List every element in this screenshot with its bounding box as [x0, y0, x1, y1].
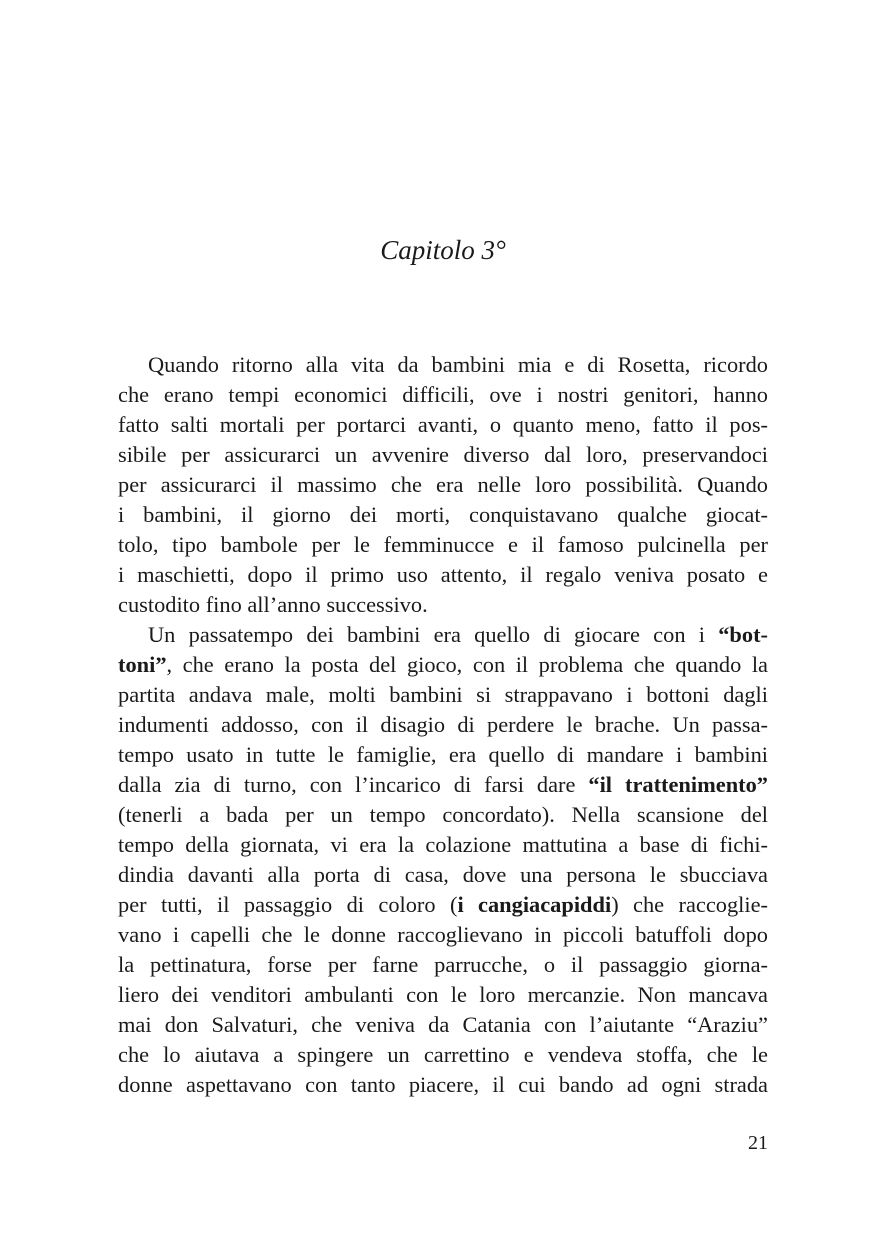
text-line [118, 590, 768, 620]
page-number: 21 [748, 1132, 768, 1154]
text-segment: mai don Salvaturi, che veniva da Catania con l’aiutante “Araziu” [118, 1012, 768, 1037]
text-line [118, 530, 768, 560]
text-line [118, 380, 768, 410]
text-segment: indumenti addosso, con il disagio di perdere le brache. Un passa- [118, 712, 768, 737]
text-segment: tolo, tipo bambole per le femminucce e il famoso pulcinella per [118, 532, 768, 557]
text-segment: sibile per assicurarci un avvenire diverso dal loro, preservandoci [118, 442, 768, 467]
text-line [118, 950, 768, 980]
text-line [118, 830, 768, 860]
text-segment: Un passatempo dei bambini era quello di giocare con i [148, 622, 719, 647]
text-segment: partita andava male, molti bambini si strappavano i bottoni dagli [118, 682, 768, 707]
text-segment: che erano tempi economici difficili, ove i nostri genitori, hanno [118, 382, 768, 407]
text-segment: i bambini, il giorno dei morti, conquistavano qualche giocat- [118, 502, 768, 527]
text-line [118, 1040, 768, 1070]
text-segment: ) che raccoglie- [611, 892, 768, 917]
text-segment: dindia davanti alla porta di casa, dove una persona le sbucciava [118, 862, 768, 887]
text-segment: tempo usato in tutte le famiglie, era quello di mandare i bambini [118, 742, 768, 767]
text-segment: per tutti, il passaggio di coloro ( [118, 892, 458, 917]
text-line [118, 1010, 768, 1040]
text-segment: dalla zia di turno, con l’incarico di farsi dare [118, 772, 589, 797]
text-segment: liero dei venditori ambulanti con le loro mercanzie. Non mancava [118, 982, 768, 1007]
text-segment: custodito fino all’anno successivo. [118, 592, 428, 617]
text-line [118, 890, 768, 920]
text-segment: la pettinatura, forse per farne parrucche, o il passaggio giorna- [118, 952, 768, 977]
text-line [118, 800, 768, 830]
text-segment: , che erano la posta del gioco, con il problema che quando la [166, 652, 768, 677]
text-line [118, 650, 768, 680]
text-segment: che lo aiutava a spingere un carrettino e vendeva stoffa, che le [118, 1042, 768, 1067]
text-line [118, 470, 768, 500]
text-segment: vano i capelli che le donne raccoglievano in piccoli batuffoli dopo [118, 922, 768, 947]
text-line [118, 1070, 768, 1100]
text-segment: Quando ritorno alla vita da bambini mia e di Rosetta, ricordo [148, 352, 768, 377]
text-line [118, 440, 768, 470]
text-segment: (tenerli a bada per un tempo concordato). Nella scansione del [118, 802, 768, 827]
chapter-title: Capitolo 3° [380, 235, 506, 265]
text-segment: fatto salti mortali per portarci avanti, o quanto meno, fatto il pos- [118, 412, 768, 437]
text-line [118, 680, 768, 710]
text-segment: per assicurarci il massimo che era nelle loro possibilità. Quando [118, 472, 768, 497]
text-line [118, 710, 768, 740]
text-line [118, 350, 768, 380]
text-segment: tempo della giornata, vi era la colazione mattutina a base di fichi- [118, 832, 768, 857]
text-segment: i maschietti, dopo il primo uso attento, il regalo veniva posato e [118, 562, 768, 587]
bold-text-segment: “il trattenimento” [588, 772, 768, 797]
text-line [118, 740, 768, 770]
text-segment: donne aspettavano con tanto piacere, il cui bando ad ogni strada [118, 1072, 768, 1097]
body-text [118, 350, 768, 1100]
text-line [118, 980, 768, 1010]
bold-text-segment: “bot- [718, 622, 768, 647]
text-line [118, 560, 768, 590]
text-line [118, 770, 768, 800]
text-line [118, 410, 768, 440]
bold-text-segment: toni” [118, 652, 167, 677]
text-line [118, 500, 768, 530]
text-line [118, 620, 768, 650]
text-line [118, 920, 768, 950]
text-line [118, 860, 768, 890]
bold-text-segment: i cangiacapiddi [457, 892, 612, 917]
